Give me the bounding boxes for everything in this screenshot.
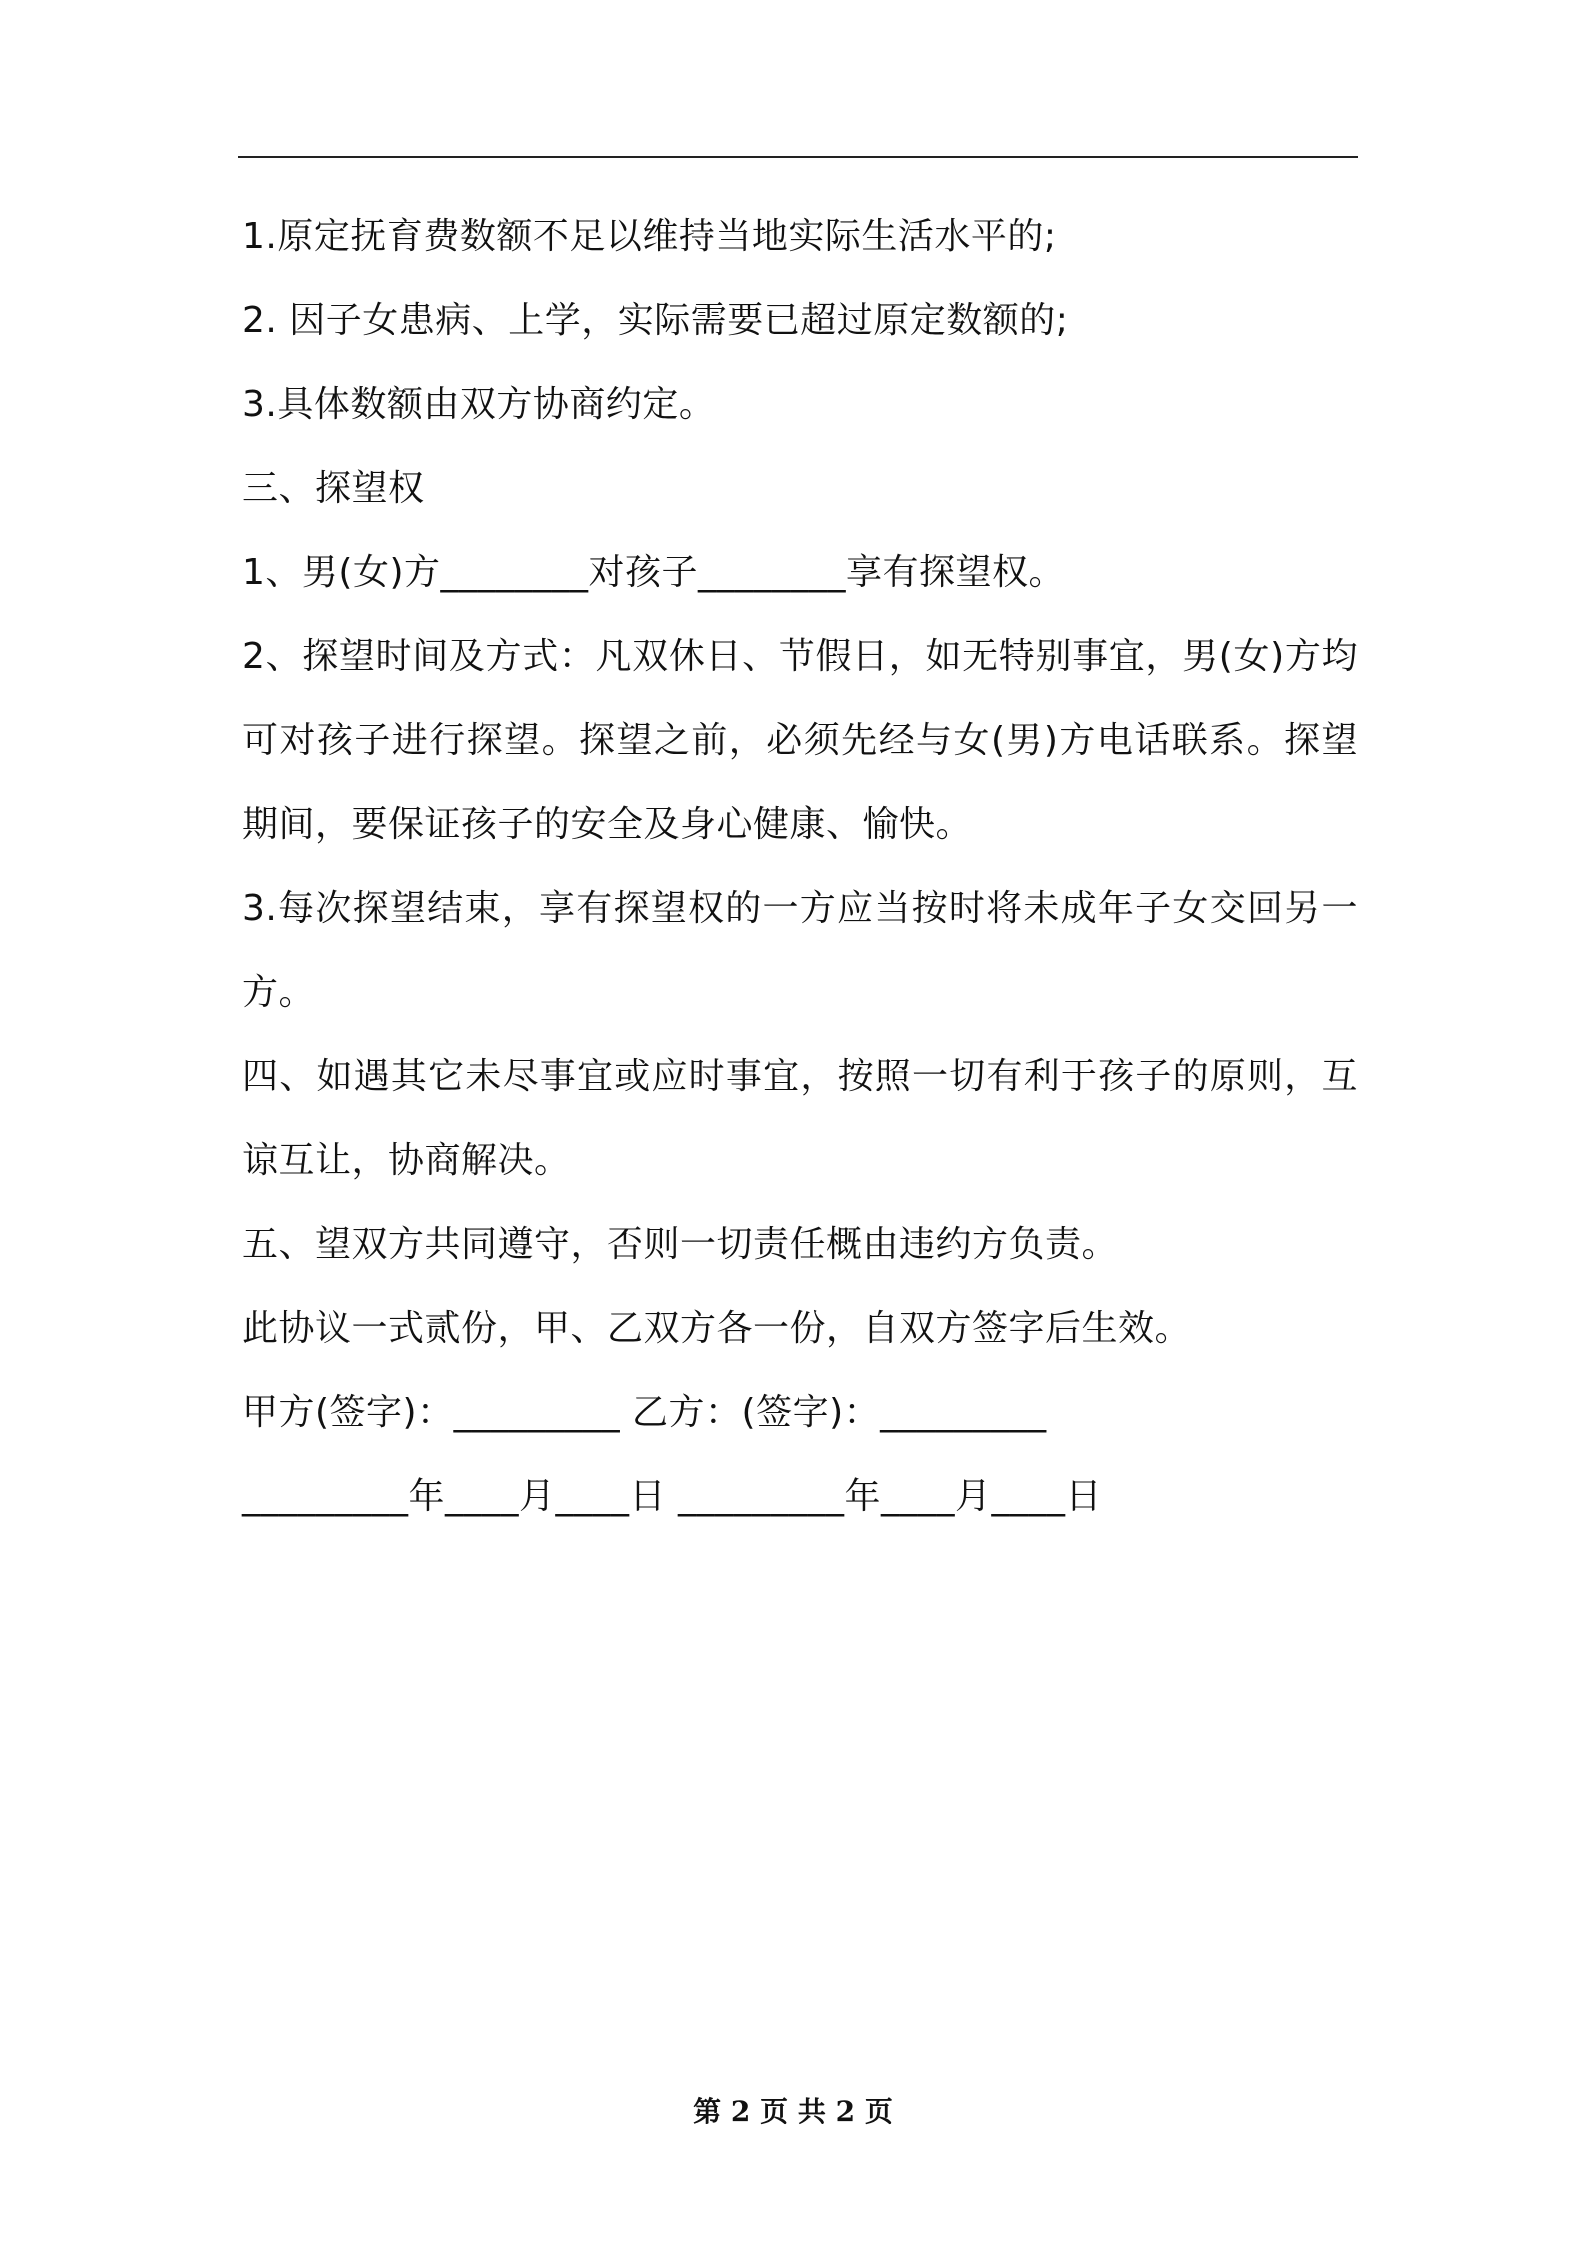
- clause-line-1: 1.原定抚育费数额不足以维持当地实际生活水平的;: [242, 216, 1057, 257]
- visitation-clause-1: 1、男(女)方________对孩子________享有探望权。: [242, 552, 1065, 593]
- date-line: _________年____月____日 _________年____月____日: [242, 1476, 1102, 1517]
- section-heading-visitation: 三、探望权: [242, 468, 425, 509]
- header-rule: [238, 156, 1358, 158]
- clause-line-2: 2. 因子女患病、上学，实际需要已超过原定数额的;: [242, 300, 1069, 341]
- clause-line-3: 3.具体数额由双方协商约定。: [242, 384, 716, 425]
- copies-clause: 此协议一式贰份，甲、乙双方各一份，自双方签字后生效。: [242, 1308, 1192, 1349]
- document-body: [242, 195, 1358, 1539]
- page-number: 第 2 页 共 2 页: [693, 2095, 893, 2128]
- section-five: 五、望双方共同遵守，否则一切责任概由违约方负责。: [242, 1224, 1119, 1265]
- signature-line: 甲方(签字)：_________ 乙方：(签字)：_________: [242, 1392, 1047, 1433]
- visitation-clause-3: 3.每次探望结束，享有探望权的一方应当按时将未成年子女交回另一方。: [242, 888, 1358, 1013]
- visitation-clause-2: 2、探望时间及方式：凡双休日、节假日，如无特别事宜，男(女)方均可对孩子进行探望。探望之前，必须先经与女(男)方电话联系。探望期间，要保证孩子的安全及身心健康、愉快。: [242, 636, 1358, 845]
- section-four: 四、如遇其它未尽事宜或应时事宜，按照一切有利于孩子的原则，互谅互让，协商解决。: [242, 1056, 1358, 1181]
